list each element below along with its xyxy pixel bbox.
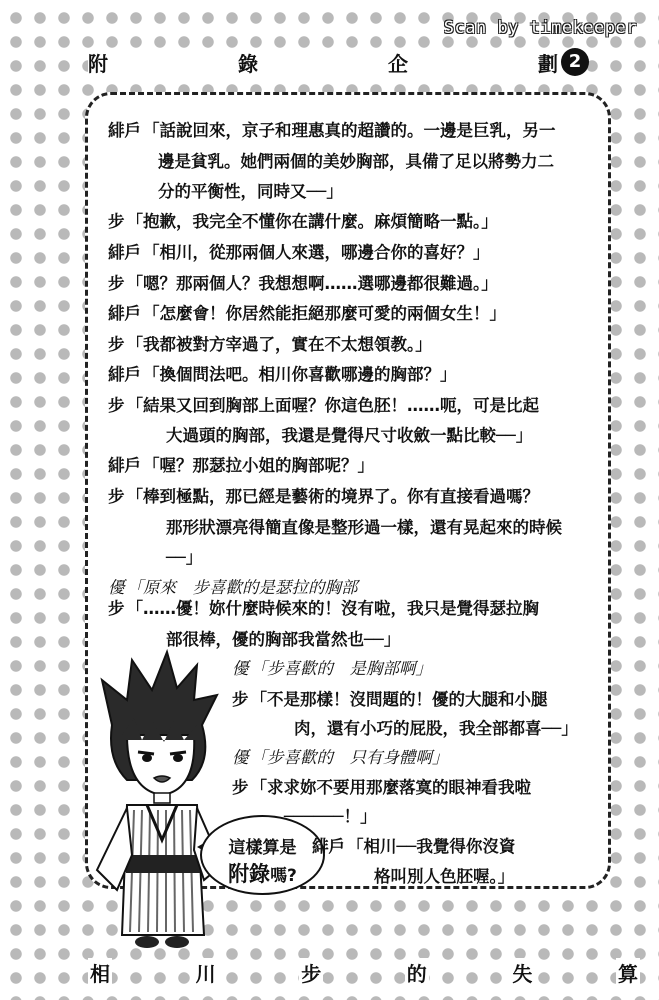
- dialogue-text: 「步喜歡的 只有身體啊」: [250, 748, 449, 767]
- header-number-badge: 2: [561, 48, 589, 76]
- dialogue-text: 「相川──我覺得你沒資: [347, 837, 516, 856]
- speaker-name: 緋戶: [108, 304, 141, 323]
- dialogue-text: 「怎麼會！你居然能拒絕那麼可愛的兩個女生！」: [143, 304, 506, 323]
- dialogue-text: 部很棒，優的胸部我當然也──」: [166, 630, 401, 649]
- dialogue-line: [312, 860, 514, 890]
- speaker-name: 緋戶: [108, 243, 141, 262]
- header-char: 錄: [238, 52, 258, 76]
- dialogue-line: [108, 511, 562, 541]
- speaker-name: 步: [232, 778, 249, 797]
- header-char: 附: [88, 52, 108, 76]
- dialogue-line: [108, 358, 457, 388]
- dialogue-text: 「……優！妳什麼時候來的！沒有啦，我只是覺得瑟拉胸: [126, 599, 539, 618]
- dialogue-text: 「抱歉，我完全不懂你在講什麼。麻煩簡略一點。」: [126, 212, 498, 231]
- speaker-name: 步: [108, 599, 125, 618]
- character-illustration: [72, 640, 252, 960]
- dialogue-line: [232, 712, 578, 742]
- dialogue-text: 「話說回來，京子和理惠真的超讚的。一邊是巨乳，另一: [143, 121, 556, 140]
- dialogue-line: [232, 800, 377, 830]
- dialogue-text: 「嗯？那兩個人？我想想啊……選哪邊都很難過。」: [126, 274, 498, 293]
- dialogue-line: [312, 830, 515, 860]
- dialogue-line: [108, 175, 343, 205]
- dialogue-text: 「求求妳不要用那麼落寞的眼神看我啦: [250, 778, 531, 797]
- dialogue-line: [232, 771, 531, 801]
- dialogue-line: [108, 297, 506, 327]
- dialogue-line: [108, 592, 539, 622]
- dialogue-line: [108, 267, 498, 297]
- dialogue-text: ──────！」: [284, 807, 377, 826]
- footer-char: 的: [405, 958, 429, 987]
- speaker-name: 優: [108, 578, 125, 597]
- speaker-name: 優: [232, 659, 249, 678]
- dialogue-line: [232, 683, 548, 713]
- bubble-line-3: 嗎?: [270, 866, 297, 886]
- dialogue-line: [108, 328, 432, 358]
- dialogue-line: [108, 449, 374, 479]
- speaker-name: 緋戶: [312, 837, 345, 856]
- speaker-name: 緋戶: [108, 456, 141, 475]
- dialogue-text: ──」: [166, 548, 203, 567]
- footer-char: 失: [510, 958, 534, 987]
- bubble-line-1: 這樣算是: [228, 838, 297, 858]
- speaker-name: 步: [232, 690, 249, 709]
- speaker-name: 步: [108, 274, 125, 293]
- header-title: [88, 48, 558, 77]
- speaker-name: 緋戶: [108, 121, 141, 140]
- dialogue-text: 「換個問法吧。相川你喜歡哪邊的胸部？」: [143, 365, 457, 384]
- dialogue-line: [108, 236, 490, 266]
- dialogue-line: [108, 541, 202, 571]
- speaker-name: 步: [108, 396, 125, 415]
- dialogue-text: 分的平衡性，同時又──」: [158, 182, 343, 201]
- dialogue-line: [108, 623, 400, 653]
- dialogue-line: [232, 741, 449, 771]
- dialogue-line: [108, 480, 539, 510]
- dialogue-text: 肉，還有小巧的屁股，我全部都喜──」: [294, 719, 578, 738]
- dialogue-line: [108, 389, 539, 419]
- dialogue-text: 邊是貧乳。她們兩個的美妙胸部，具備了足以將勢力二: [158, 152, 554, 171]
- bubble-line-2: 附錄: [228, 862, 271, 886]
- footer-char: 算: [616, 958, 640, 987]
- dialogue-line: [108, 145, 554, 175]
- speaker-name: 步: [108, 487, 125, 506]
- dialogue-line: [108, 205, 498, 235]
- header-char: 企: [388, 52, 408, 76]
- dialogue-text: 「棒到極點，那已經是藝術的境界了。你有直接看過嗎？: [126, 487, 539, 506]
- speaker-name: 步: [108, 335, 125, 354]
- footer-char: 相: [88, 958, 112, 987]
- dialogue-text: 格叫別人色胚喔。」: [374, 867, 515, 886]
- dialogue-line: [232, 652, 432, 682]
- dialogue-text: 「不是那樣！沒問題的！優的大腿和小腿: [250, 690, 548, 709]
- dialogue-line: [108, 419, 532, 449]
- dialogue-text: 「相川，從那兩個人來選，哪邊合你的喜好？」: [143, 243, 490, 262]
- dialogue-text: 那形狀漂亮得簡直像是整形過一樣，還有晃起來的時候: [166, 518, 562, 537]
- footer-char: 川: [194, 958, 218, 987]
- dialogue-text: 「我都被對方宰過了，實在不太想領教。」: [126, 335, 432, 354]
- dialogue-text: 「喔？那瑟拉小姐的胸部呢？」: [143, 456, 374, 475]
- header-char: 劃: [538, 52, 558, 76]
- dialogue-text: 「原來 步喜歡的是瑟拉的胸部: [126, 578, 358, 597]
- footer-char: 步: [299, 958, 323, 987]
- dialogue-text: 「步喜歡的 是胸部啊」: [250, 659, 432, 678]
- dialogue-text: 大過頭的胸部，我還是覺得尺寸收斂一點比較──」: [166, 426, 533, 445]
- speaker-name: 步: [108, 212, 125, 231]
- speaker-name: 優: [232, 748, 249, 767]
- speaker-name: 緋戶: [108, 365, 141, 384]
- dialogue-text: 「結果又回到胸部上面喔？你這色胚！……呃，可是比起: [126, 396, 539, 415]
- scan-credit: Scan by timekeeper: [443, 18, 637, 38]
- footer-title: [88, 958, 640, 987]
- dialogue-line: [108, 114, 556, 144]
